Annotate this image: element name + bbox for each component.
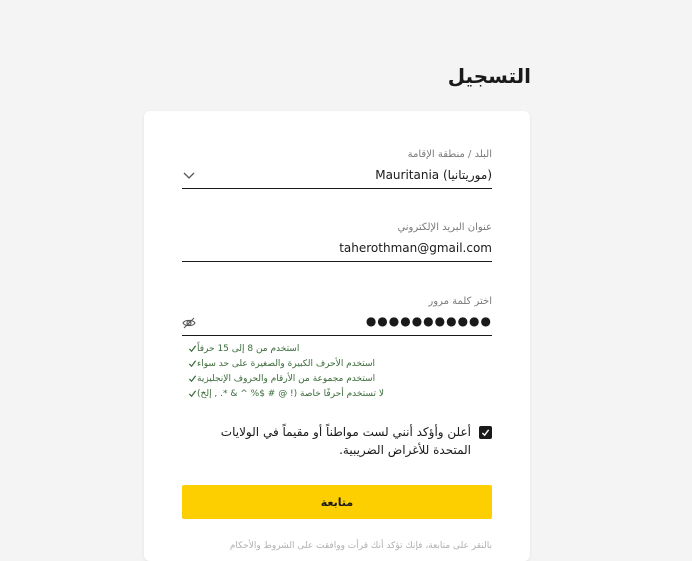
terms-note: بالنقر على متابعة، فإنك تؤكد أنك قرأت ووافقت على الشروط والأحكام (229, 541, 492, 551)
tax-declaration (182, 423, 492, 459)
declaration-checkbox[interactable] (479, 426, 492, 439)
email-input[interactable] (182, 239, 492, 262)
password-rule-text: استخدم من 8 إلى 15 حرفاً (197, 343, 300, 354)
password-rule (182, 371, 492, 386)
password-rule (182, 356, 492, 371)
password-rule-text: استخدم الأحرف الكبيرة والصغيرة على حد سواء (197, 358, 376, 369)
password-label: اختر كلمة مرور (428, 296, 492, 307)
check-icon (188, 374, 197, 383)
password-rules (182, 341, 492, 401)
password-input[interactable] (182, 313, 492, 336)
eye-off-icon[interactable] (182, 316, 196, 330)
check-icon (481, 428, 490, 437)
check-icon (188, 359, 197, 368)
country-select[interactable] (182, 166, 492, 189)
password-rule-text: استخدم مجموعة من الأرقام والحروف الإنجليزية (197, 373, 376, 384)
check-icon (188, 389, 197, 398)
country-label: البلد / منطقة الإقامة (407, 149, 492, 160)
password-value: ●●●●●●●●●●● (365, 314, 492, 328)
email-label: عنوان البريد الإلكتروني (397, 222, 492, 233)
chevron-down-icon[interactable] (182, 168, 196, 182)
check-icon (188, 344, 197, 353)
country-value: Mauritania (موريتانيا) (375, 168, 492, 182)
continue-button[interactable]: متابعة (182, 485, 492, 519)
declaration-text: أعلن وأؤكد أنني لست مواطناً أو مقيماً في الولايات المتحدة للأغراض الضريبية. (220, 425, 471, 457)
registration-card (144, 111, 530, 561)
password-rule (182, 386, 492, 401)
country-field[interactable] (182, 149, 492, 189)
password-rule (182, 341, 492, 356)
page-title: التسجيل (447, 64, 531, 88)
email-value: taherothman@gmail.com (339, 241, 492, 255)
email-field[interactable] (182, 222, 492, 262)
password-rule-text: لا تستخدم أحرفًا خاصة (! @ # $% ^ & *. , إلخ) (197, 388, 384, 399)
password-field[interactable] (182, 296, 492, 336)
